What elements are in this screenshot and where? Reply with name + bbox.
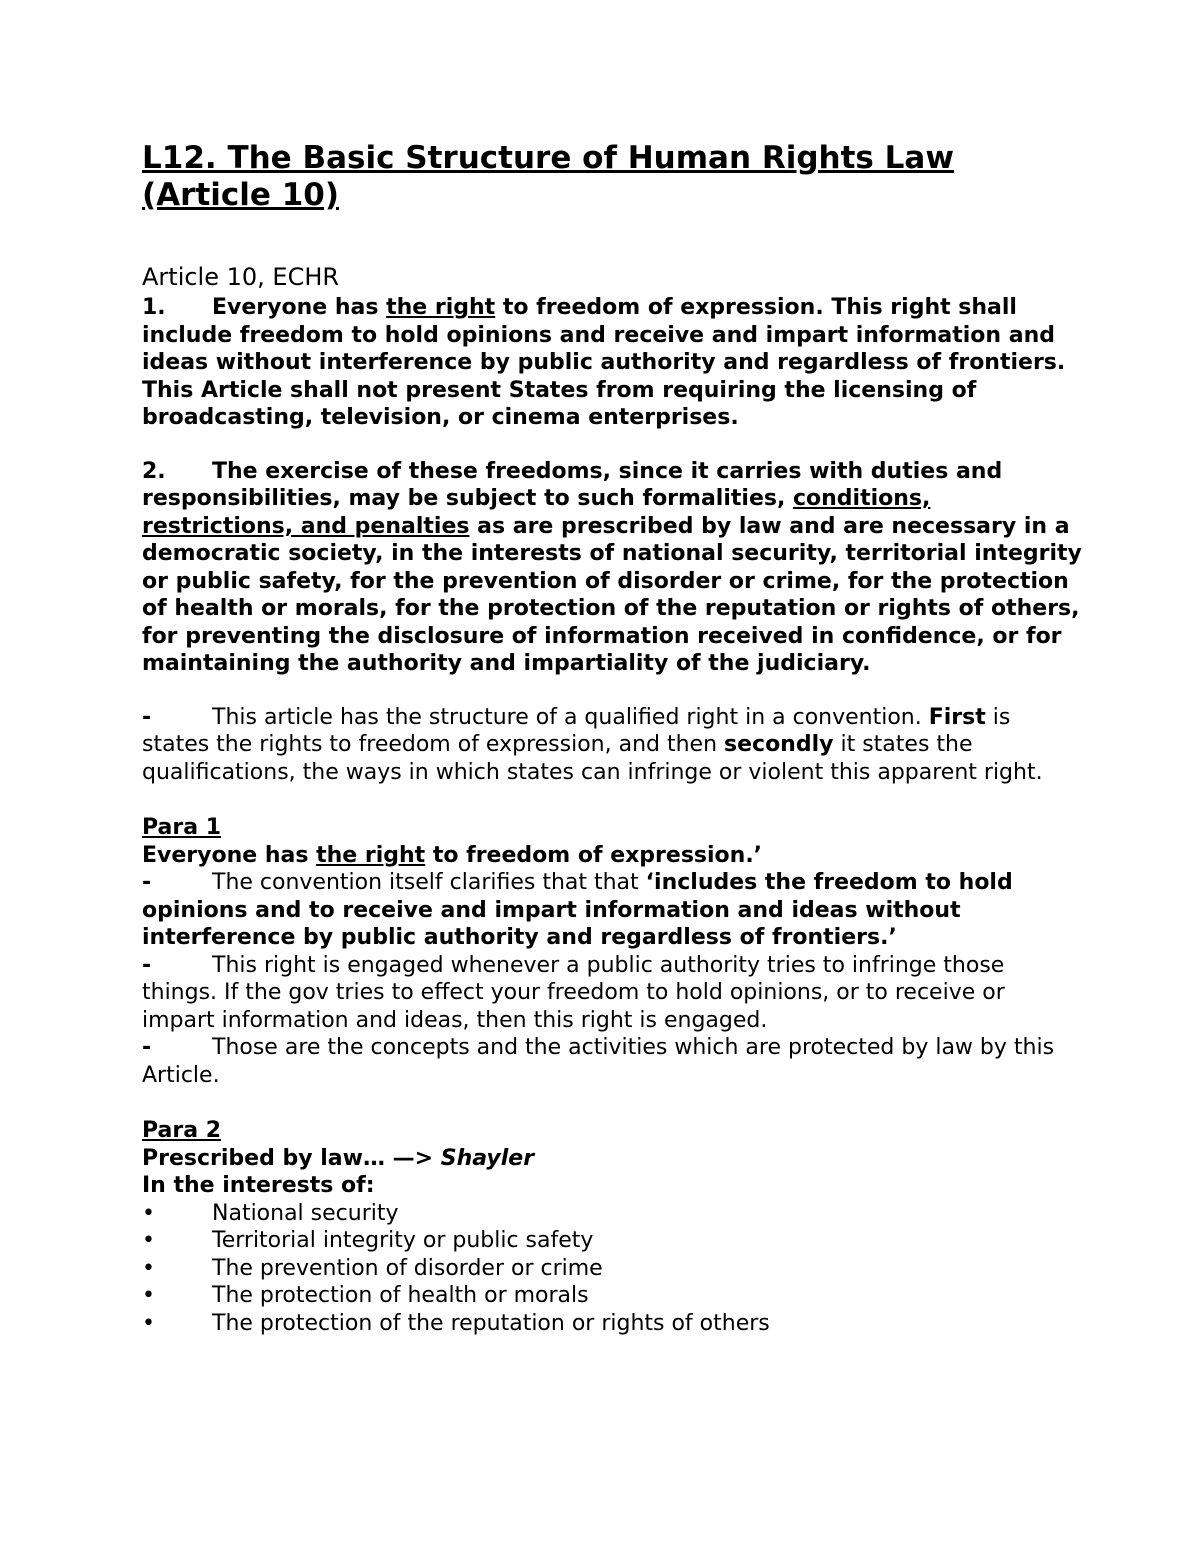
document-page [142,140,1082,1337]
bullet-icon: • [142,1310,155,1336]
clause-1-underlined: the right [386,295,496,320]
interest-list-item-text: Territorial integrity or public safety [212,1228,594,1253]
interests-heading: In the interests of: [142,1173,375,1198]
para-1-bullet-dash: - [142,1035,152,1060]
para-1-bullet [142,869,1082,952]
clause-1-pre: Everyone has [212,295,387,320]
clause-1-number: 1. [142,295,166,320]
document-title: L12. The Basic Structure of Human Rights Law (Article 10) [142,140,954,213]
para-1-bullet-dash: - [142,952,152,978]
structure-note [142,704,1082,787]
para-1-bullet-text: The convention itself clarifies that that [212,870,646,895]
para-1-quote [142,842,1082,870]
clause-2 [142,458,1082,678]
structure-note-text-1: This article has the structure of a qualified right in a convention. [212,704,929,730]
para-1-bullet-dash: - [142,870,152,895]
structure-note-text-2: is states the rights to freedom of expression, and then [142,704,1011,757]
case-name-shayler: Shayler [440,1145,535,1171]
para-1-bullet [142,952,1082,1035]
para-1-quote-pre: Everyone has [142,842,317,868]
para-1-quote-underlined: the right [316,842,426,868]
interest-list-item [142,1310,1082,1338]
prescribed-text: Prescribed by law… —> [142,1145,441,1171]
interest-list-item [142,1255,1082,1283]
clause-2-number: 2. [142,458,166,484]
structure-note-text-3: it states the qualifications, the ways in which states can infringe or violent this apparent right. [142,732,1043,785]
clause-2-pre: The exercise of these freedoms, since it carries with duties and responsibilities, may be subject to such formalities, [142,458,1003,511]
article-heading: Article 10, ECHR [142,263,340,291]
interest-list-item [142,1227,1082,1255]
para-1-bullet-bold: ‘includes the freedom to hold opinions and to receive and impart information and ideas without interference by public authority and regardless of frontiers.’ [142,870,1013,950]
para-2-label: Para 2 [142,1118,222,1143]
prescribed-by-law [142,1145,1082,1173]
para-1-bullet-text: This right is engaged whenever a public authority tries to infringe those things. If the gov tries to effect your freedom to hold opinions, or to receive or impart information and ideas, then this right is engaged. [142,952,1005,1033]
para-1-bullet [142,1034,1082,1089]
interest-list-item-text: The prevention of disorder or crime [212,1255,603,1281]
para-1-quote-post: to freedom of expression.’ [425,842,763,868]
interest-list-item-text: National security [212,1200,399,1226]
clause-2-post: as are prescribed by law and are necessary in a democratic society, in the interests of national security, territorial integrity or public safety, for the prevention of disorder or crime, for the protection of health or morals, for the protection of the reputation or rights of others, for preventing the disclosure of information received in confidence, or for maintaining the authority and impartiality of the judiciary. [142,513,1082,676]
bullet-icon: • [142,1255,155,1281]
para-1-label: Para 1 [142,815,222,840]
structure-note-bold-secondly: secondly [724,732,834,757]
bullet-icon: • [142,1228,155,1253]
clause-2-underlined: conditions, restrictions, and penalties [142,486,931,539]
interest-list-item-text: The protection of the reputation or rights of others [212,1310,770,1336]
clause-1 [142,294,1082,432]
interest-list-item-text: The protection of health or morals [212,1283,589,1308]
para-1-bullet-text: Those are the concepts and the activities which are protected by law by this Article. [142,1035,1055,1088]
bullet-icon: • [142,1283,155,1308]
structure-note-bold-first: First [928,704,986,730]
interest-list-item [142,1282,1082,1310]
clause-1-post: to freedom of expression. This right shall include freedom to hold opinions and receive and impart information and ideas without interference by public authority and regardless of frontiers. This Article shall not present States from requiring the licensing of broadcasting, television, or cinema enterprises. [142,295,1066,430]
structure-note-dash: - [142,704,152,730]
bullet-icon: • [142,1200,155,1226]
interest-list-item [142,1200,1082,1228]
